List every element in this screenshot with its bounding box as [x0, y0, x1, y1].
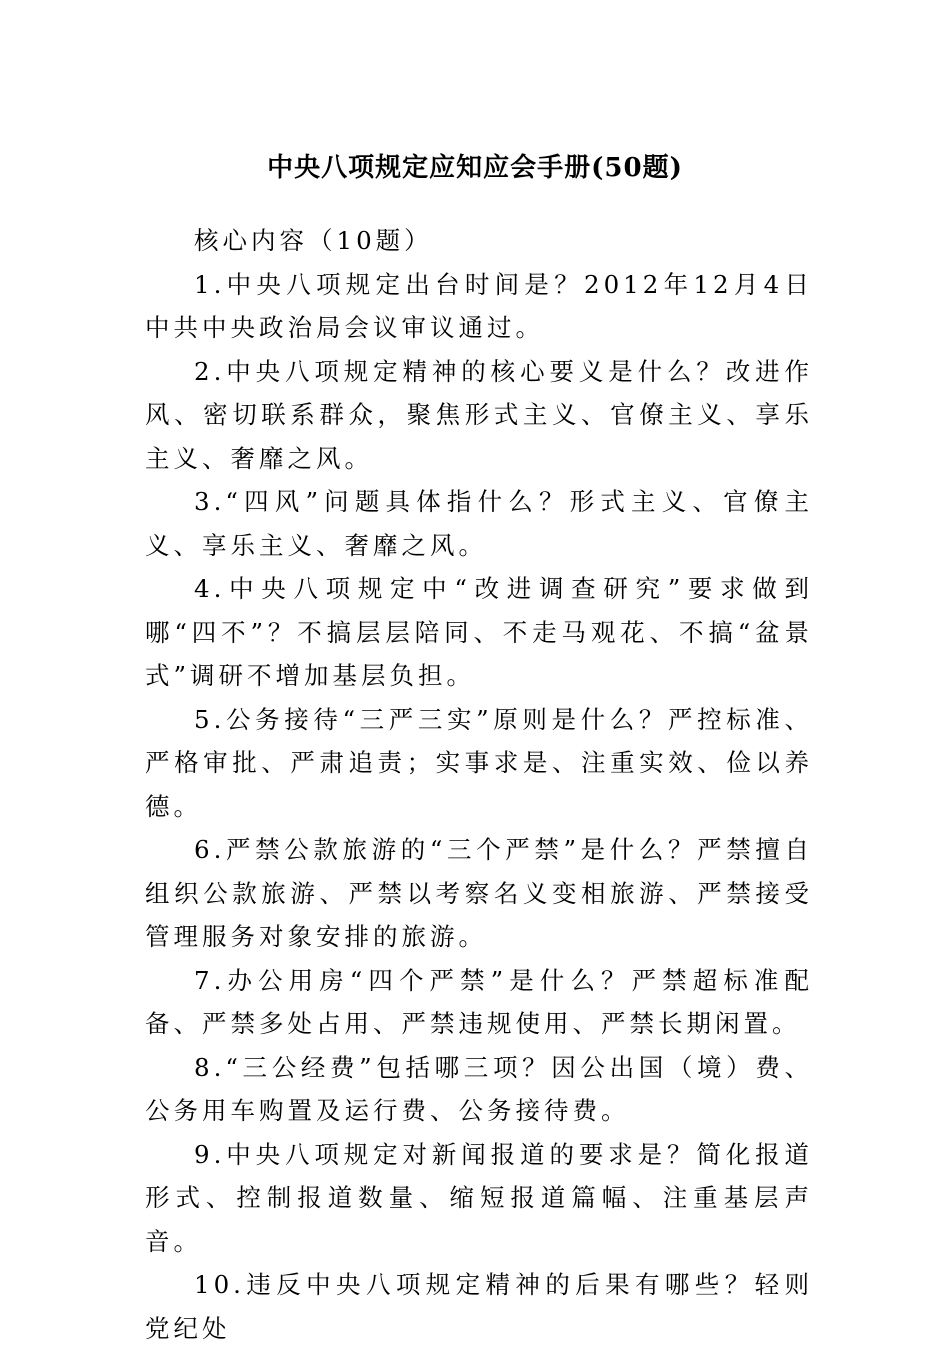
section-heading: 核心内容（10题） — [194, 226, 433, 255]
question-5: 5.公务接待“三严三实”原则是什么？严控标准、严格审批、严肃追责；实事求是、注重实效、俭以养德。 — [145, 704, 813, 821]
question-7: 7.办公用房“四个严禁”是什么？严禁超标准配备、严禁多处占用、严禁违规使用、严禁长期闲置。 — [145, 965, 813, 1038]
question-3: 3.“四风”问题具体指什么？形式主义、官僚主义、享乐主义、奢靡之风。 — [145, 487, 813, 560]
question-6: 6.严禁公款旅游的“三个严禁”是什么？严禁擅自组织公款旅游、严禁以考察名义变相旅游、严禁接受管理服务对象安排的旅游。 — [145, 835, 813, 951]
question-10: 10.违反中央八项规定精神的后果有哪些？轻则党纪处 — [145, 1270, 813, 1343]
document-body — [145, 219, 813, 1350]
question-2: 2.中央八项规定精神的核心要义是什么？改进作风、密切联系群众，聚焦形式主义、官僚主义、享乐主义、奢靡之风。 — [145, 356, 813, 473]
question-1: 1.中央八项规定出台时间是？2012年12月4日中共中央政治局会议审议通过。 — [145, 269, 813, 342]
document-title: 中央八项规定应知应会手册(50题) — [267, 153, 683, 183]
question-8: 8.“三公经费”包括哪三项？因公出国（境）费、公务用车购置及运行费、公务接待费。 — [145, 1052, 813, 1125]
question-9: 9.中央八项规定对新闻报道的要求是？简化报道形式、控制报道数量、缩短报道篇幅、注重基层声音。 — [145, 1139, 813, 1256]
question-4: 4.中央八项规定中“改进调查研究”要求做到哪“四不”？不搞层层陪同、不走马观花、不搞“盆景式”调研不增加基层负担。 — [145, 574, 813, 690]
